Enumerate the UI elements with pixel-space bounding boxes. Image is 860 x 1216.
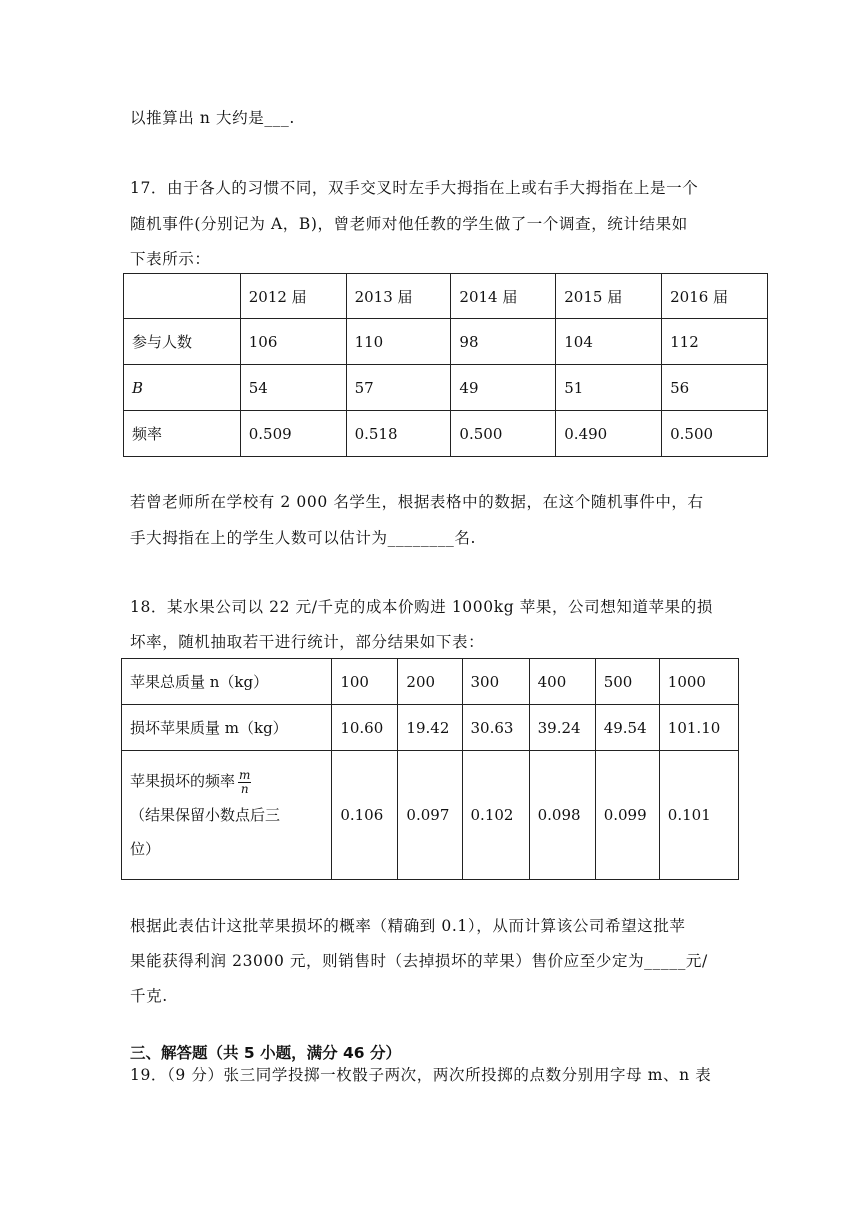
q18-row-total-mass: [122, 659, 739, 705]
q17-after-line-1: 若曾老师所在学校有 2 000 名学生，根据表格中的数据，在这个随机事件中，右: [130, 493, 704, 511]
fraction-numerator: m: [239, 767, 251, 782]
table-cell: 0.102: [462, 751, 529, 880]
table-cell: 0.509: [240, 411, 346, 457]
table-cell: 19.42: [398, 705, 462, 751]
q19-line: 19．（9 分）张三同学投掷一枚骰子两次，两次所投掷的点数分别用字母 m、n 表: [130, 1066, 712, 1084]
q17-header-cell: 2016 届: [662, 274, 768, 319]
q17-row-b: [124, 365, 768, 411]
table-cell: 0.097: [398, 751, 462, 880]
table-cell: 56: [662, 365, 768, 411]
q17-after-line-2: 手大拇指在上的学生人数可以估计为________名.: [130, 529, 477, 547]
frequency-note-line-1: （结果保留小数点后三: [130, 806, 281, 824]
q17-header-cell: 2015 届: [556, 274, 662, 319]
table-cell: 98: [451, 319, 556, 365]
q17-row-participants: [124, 319, 768, 365]
q17-header-row: [124, 274, 768, 319]
table-cell: 1000: [659, 659, 738, 705]
q18-after-line-3: 千克.: [130, 987, 168, 1005]
q17-table: [123, 273, 768, 457]
table-cell: 112: [662, 319, 768, 365]
q17-row-frequency: [124, 411, 768, 457]
q18-table: [121, 658, 739, 880]
table-cell: 400: [529, 659, 595, 705]
table-cell: 频率: [124, 411, 241, 457]
table-cell: 0.101: [659, 751, 738, 880]
intro-line: 以推算出 n 大约是___.: [130, 109, 295, 127]
q17-line-2: 随机事件(分别记为 A，B)，曾老师对他任教的学生做了一个调查，统计结果如: [130, 215, 688, 233]
table-cell: 104: [556, 319, 662, 365]
fraction-denominator: n: [240, 781, 249, 796]
q18-line-2: 坏率，随机抽取若干进行统计，部分结果如下表：: [130, 633, 485, 651]
table-cell: 0.490: [556, 411, 662, 457]
q18-row-frequency: [122, 751, 739, 880]
q17-header-cell: 2013 届: [346, 274, 451, 319]
table-cell: 30.63: [462, 705, 529, 751]
frequency-note-line-2: 位）: [130, 840, 161, 858]
table-cell: 110: [346, 319, 451, 365]
table-cell: 参与人数: [124, 319, 241, 365]
table-cell: 300: [462, 659, 529, 705]
table-cell: 0.518: [346, 411, 451, 457]
q17-header-cell: 2012 届: [240, 274, 346, 319]
q18-row-label: [122, 705, 332, 751]
table-cell: 101.10: [659, 705, 738, 751]
table-cell: 49: [451, 365, 556, 411]
q18-row-label: [122, 751, 332, 880]
q18-row-label: [122, 659, 332, 705]
q18-after-line-1: 根据此表估计这批苹果损坏的概率（精确到 0.1），从而计算该公司希望这批苹: [130, 917, 686, 935]
table-cell: 0.099: [595, 751, 659, 880]
table-cell: B: [124, 365, 241, 411]
row-label-text: 苹果总质量 n（kg）: [130, 673, 269, 691]
table-cell: 10.60: [332, 705, 398, 751]
table-cell: 54: [240, 365, 346, 411]
table-cell: 200: [398, 659, 462, 705]
table-cell: 39.24: [529, 705, 595, 751]
table-cell: 106: [240, 319, 346, 365]
frequency-label-text: 苹果损坏的频率: [130, 772, 236, 790]
q18-row-damaged-mass: [122, 705, 739, 751]
table-cell: 500: [595, 659, 659, 705]
section-3-title: 三、解答题（共 5 小题，满分 46 分）: [130, 1044, 401, 1062]
q18-after-line-2: 果能获得利润 23000 元，则销售时（去掉损坏的苹果）售价应至少定为_____元/: [130, 952, 708, 970]
table-cell: 0.500: [662, 411, 768, 457]
table-cell: 0.500: [451, 411, 556, 457]
table-cell: 0.098: [529, 751, 595, 880]
frequency-label-line: [130, 764, 331, 798]
q17-line-3: 下表所示：: [130, 250, 211, 268]
table-cell: 57: [346, 365, 451, 411]
q17-header-cell: [124, 274, 241, 319]
table-cell: 49.54: [595, 705, 659, 751]
fraction: [238, 769, 251, 796]
row-label-text: 损坏苹果质量 m（kg）: [130, 719, 288, 737]
table-cell: 100: [332, 659, 398, 705]
q17-line-1: 17．由于各人的习惯不同，双手交叉时左手大拇指在上或右手大拇指在上是一个: [130, 179, 699, 197]
q18-line-1: 18．某水果公司以 22 元/千克的成本价购进 1000kg 苹果，公司想知道苹果的损: [130, 598, 713, 616]
table-cell: 0.106: [332, 751, 398, 880]
q17-header-cell: 2014 届: [451, 274, 556, 319]
table-cell: 51: [556, 365, 662, 411]
